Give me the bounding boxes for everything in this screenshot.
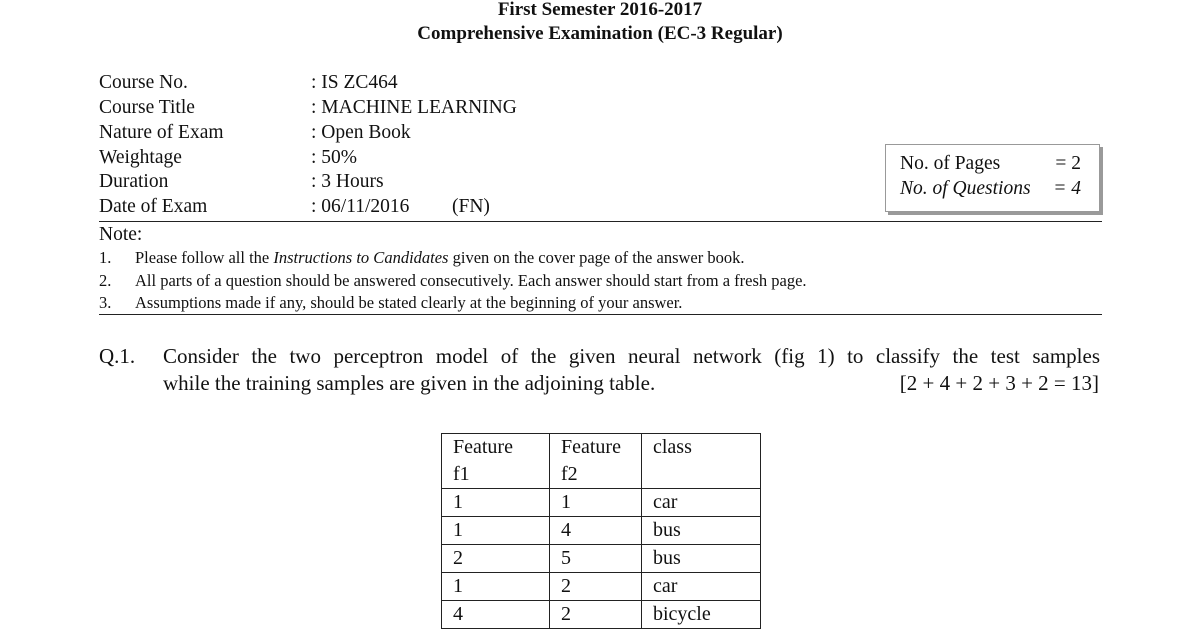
table-row [442, 601, 761, 629]
weightage-value: : 50% [311, 147, 358, 168]
course-no-label: Course No. [99, 72, 188, 93]
table-cell: 4 [442, 601, 550, 629]
pages-value: = 2 [1055, 153, 1081, 174]
table-cell: car [642, 489, 761, 517]
question-text-line2: while the training samples are given in the adjoining table. [163, 371, 656, 395]
exam-title: Comprehensive Examination (EC-3 Regular) [417, 23, 783, 44]
note-text: Please follow all the [135, 248, 274, 267]
table-cell: 1 [442, 517, 550, 545]
table-cell: bicycle [642, 601, 761, 629]
table-row [442, 489, 761, 517]
note-title: Note: [99, 224, 143, 245]
note-number: 1. [99, 248, 112, 267]
course-title-label: Course Title [99, 97, 195, 118]
table-cell: 1 [442, 573, 550, 601]
nature-of-exam-value: : Open Book [311, 122, 411, 143]
header-line: f2 [561, 463, 578, 485]
questions-label: No. of Questions [900, 178, 1031, 199]
header-cell [550, 434, 642, 489]
header-cell [642, 434, 761, 489]
semester-title: First Semester 2016-2017 [497, 0, 703, 20]
table-cell: 1 [550, 489, 642, 517]
date-of-exam-value: : 06/11/2016 [311, 196, 410, 217]
divider-top [99, 221, 1102, 222]
duration-value: : 3 Hours [311, 171, 384, 192]
table-row [442, 573, 761, 601]
header-line: Feature [561, 436, 621, 458]
date-of-exam-label: Date of Exam [99, 196, 208, 217]
course-no-value: : IS ZC464 [311, 72, 398, 93]
table-row [442, 545, 761, 573]
pages-info-box [885, 144, 1100, 212]
table-row [442, 517, 761, 545]
questions-value: = 4 [1053, 178, 1081, 199]
table-header-row [442, 434, 761, 489]
table-cell: 2 [550, 573, 642, 601]
header-cell [442, 434, 550, 489]
pages-label: No. of Pages [900, 153, 1001, 174]
course-title-value: : MACHINE LEARNING [311, 97, 517, 118]
note-item [135, 248, 744, 268]
training-samples-table [441, 433, 761, 629]
weightage-label: Weightage [99, 147, 182, 168]
note-text: given on the cover page of the answer book. [448, 248, 745, 267]
note-emphasis: Instructions to Candidates [273, 248, 449, 267]
note-item: All parts of a question should be answered consecutively. Each answer should start from a fresh page. [135, 271, 807, 290]
note-number: 2. [99, 271, 112, 290]
table-cell: 1 [442, 489, 550, 517]
table-cell: bus [642, 517, 761, 545]
table-cell: car [642, 573, 761, 601]
header-line: f1 [453, 463, 470, 485]
duration-label: Duration [99, 171, 169, 192]
exam-session: (FN) [452, 196, 490, 217]
note-number: 3. [99, 293, 112, 312]
table-cell: bus [642, 545, 761, 573]
header-line: class [653, 436, 692, 458]
table-cell: 2 [550, 601, 642, 629]
question-marks: [2 + 4 + 2 + 3 + 2 = 13] [899, 371, 1099, 395]
note-item: Assumptions made if any, should be stated clearly at the beginning of your answer. [135, 293, 683, 312]
question-number: Q.1. [99, 344, 136, 368]
question-text-line1: Consider the two perceptron model of the given neural network (fig 1) to classify the test samples [163, 344, 1100, 368]
header-line: Feature [453, 436, 513, 458]
nature-of-exam-label: Nature of Exam [99, 122, 224, 143]
table-cell: 5 [550, 545, 642, 573]
table-cell: 4 [550, 517, 642, 545]
table-cell: 2 [442, 545, 550, 573]
divider-bottom [99, 314, 1102, 315]
